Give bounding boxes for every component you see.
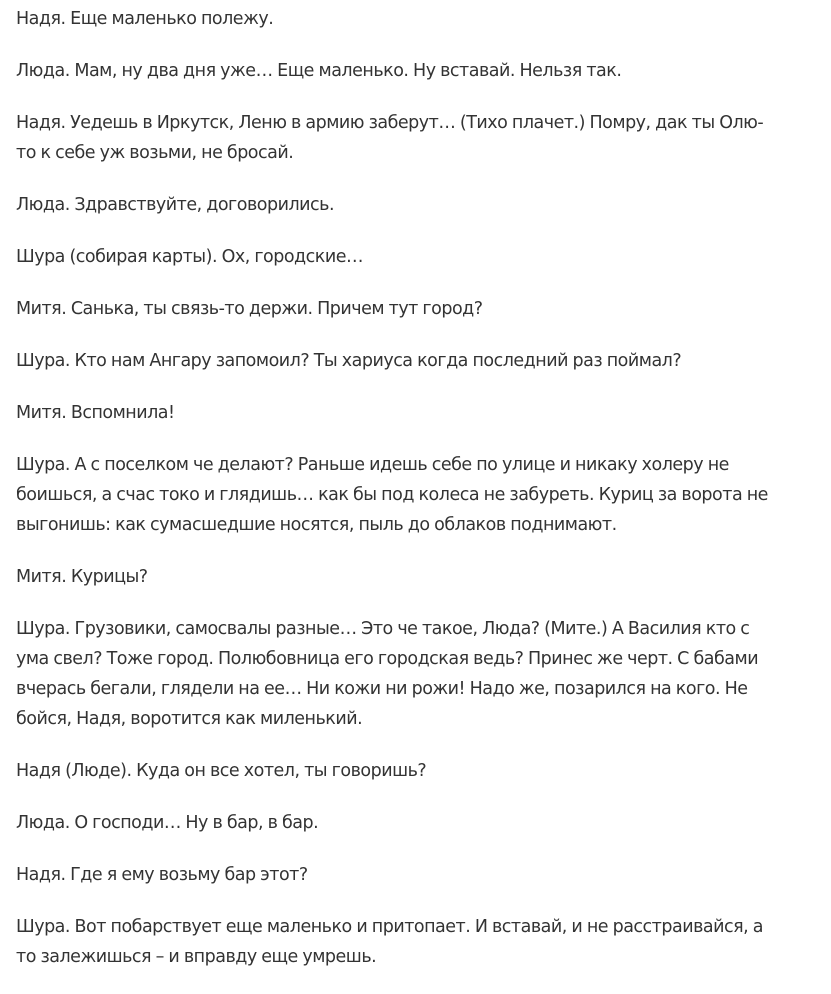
text-line: Люда. О господи… Ну в бар, в бар. (16, 813, 319, 833)
dialogue-paragraph (16, 294, 831, 324)
text-line: Шура. Вот побарствует еще маленько и притопает. И вставай, и не расстраивайся, а (16, 917, 763, 937)
text-line: Шура (собирая карты). Ох, городские… (16, 247, 363, 267)
text-line: боишься, а счас токо и глядишь… как бы под колеса не забуреть. Куриц за ворота не (16, 485, 768, 505)
text-line: бойся, Надя, воротится как миленький. (16, 709, 363, 729)
dialogue-paragraph (16, 450, 831, 540)
dialogue-paragraph (16, 190, 831, 220)
text-line: Митя. Вспомнила! (16, 403, 175, 423)
dialogue-paragraph (16, 242, 831, 272)
text-line: Надя. Где я ему возьму бар этот? (16, 865, 308, 885)
text-line: Надя. Уедешь в Иркутск, Леню в армию заберут… (Тихо плачет.) Помру, дак ты Олю- (16, 113, 764, 133)
dialogue-paragraph (16, 912, 831, 972)
text-line: Митя. Санька, ты связь-то держи. Причем тут город? (16, 299, 483, 319)
text-line: Шура. Кто нам Ангару запомоил? Ты хариуса когда последний раз поймал? (16, 351, 682, 371)
dialogue-text (16, 4, 831, 994)
text-line: Люда. Здравствуйте, договорились. (16, 195, 335, 215)
dialogue-paragraph (16, 808, 831, 838)
dialogue-paragraph (16, 108, 831, 168)
dialogue-paragraph (16, 4, 831, 34)
text-line: Люда. Мам, ну два дня уже… Еще маленько. Ну вставай. Нельзя так. (16, 61, 622, 81)
dialogue-paragraph (16, 756, 831, 786)
text-line: то к себе уж возьми, не бросай. (16, 143, 294, 163)
dialogue-paragraph (16, 56, 831, 86)
text-line: Митя. Курицы? (16, 567, 148, 587)
text-line: выгонишь: как сумасшедшие носятся, пыль до облаков поднимают. (16, 515, 617, 535)
dialogue-paragraph (16, 860, 831, 890)
text-line: ума свел? Тоже город. Полюбовница его городская ведь? Принес же черт. С бабами (16, 649, 759, 669)
dialogue-paragraph (16, 614, 831, 734)
text-line: то залежишься – и вправду еще умрешь. (16, 947, 377, 967)
text-line: Надя (Люде). Куда он все хотел, ты говоришь? (16, 761, 427, 781)
dialogue-paragraph (16, 562, 831, 592)
dialogue-paragraph (16, 346, 831, 376)
text-line: Надя. Еще маленько полежу. (16, 9, 274, 29)
dialogue-paragraph (16, 398, 831, 428)
text-line: вчерась бегали, глядели на ее… Ни кожи ни рожи! Надо же, позарился на кого. Не (16, 679, 748, 699)
text-line: Шура. А с поселком че делают? Раньше идешь себе по улице и никаку холеру не (16, 455, 729, 475)
text-line: Шура. Грузовики, самосвалы разные… Это че такое, Люда? (Мите.) А Василия кто с (16, 619, 750, 639)
